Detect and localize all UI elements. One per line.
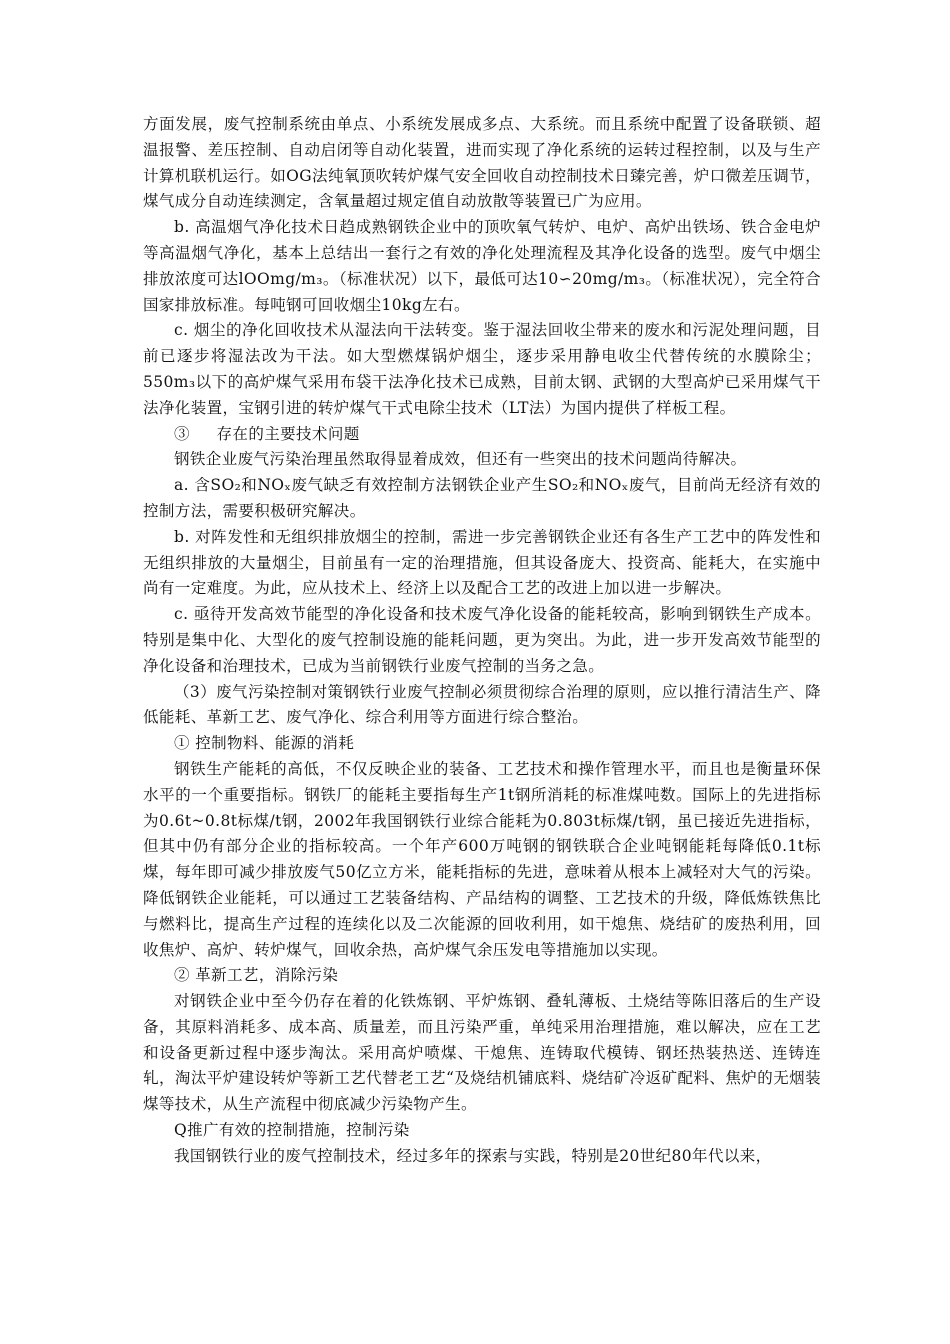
paragraph-item-b-fugitive: b. 对阵发性和无组织排放烟尘的控制，需进一步完善钢铁企业还有各生产工艺中的阵发性和无组织排放的大量烟尘，目前虽有一定的治理措施，但其设备庞大、投资高、能耗大，在实施中尚有一定难度。为此，应从技术上、经济上以及配合工艺的改进上加以进一步解决。 xyxy=(143,527,821,598)
paragraph-continuation: 方面发展，废气控制系统由单点、小系统发展成多点、大系统。而且系统中配置了设备联锁、超温报警、差压控制、自动启闭等自动化装置，进而实现了净化系统的运转过程控制，以及与生产计算机联机运行。如OG法纯氧顶吹转炉煤气安全回收自动控制技术日臻完善，炉口微差压调节，煤气成分自动连续测定，含氧量超过规定值自动放散等装置已广为应用。 xyxy=(143,115,821,211)
paragraph-control-strategy: （3）废气污染控制对策钢铁行业废气控制必须贯彻综合治理的原则，应以推行清洁生产、降低能耗、革新工艺、废气净化、综合利用等方面进行综合整治。 xyxy=(143,682,821,727)
paragraph-item-c-dust-recovery: c. 烟尘的净化回收技术从湿法向干法转变。鉴于湿法回收尘带来的废水和污泥处理问题，目前已逐步将湿法改为干法。如大型燃煤锅炉烟尘，逐步采用静电收尘代替传统的水膜除尘；550m₃以下的高炉煤气采用布袋干法净化技术已成熟，目前太钢、武钢的大型高炉已采用煤气干法净化装置，宝钢引进的转炉煤气干式电除尘技术（LT法）为国内提供了样板工程。 xyxy=(143,321,821,417)
document-body xyxy=(143,112,821,1170)
paragraph-energy-consumption: 钢铁生产能耗的高低，不仅反映企业的装备、工艺技术和操作管理水平，而且也是衡量环保水平的一个重要指标。钢铁厂的能耗主要指每生产1t钢所消耗的标准煤吨数。国际上的先进指标为0.6t~0.8t标煤/t钢，2002年我国钢铁行业综合能耗为0.803t标煤/t钢，虽已接近先进指标，但其中仍有部分企业的指标较高。一个年产600万吨钢的钢铁联合企业吨钢能耗每降低0.1t标煤，每年即可减少排放废气50亿立方米，能耗指标的先进，意味着从根本上减轻对大气的污染。降低钢铁企业能耗，可以通过工艺装备结构、产品结构的调整、工艺技术的升级，降低炼铁焦比与燃料比，提高生产过程的连续化以及二次能源的回收利用，如干熄焦、烧结矿的废热利用，回收焦炉、高炉、转炉煤气，回收余热，高炉煤气余压发电等措施加以实现。 xyxy=(143,759,821,959)
section-heading-energy: ① 控制物料、能源的消耗 xyxy=(174,734,355,753)
paragraph-item-b-high-temp: b. 高温烟气净化技术日趋成熟钢铁企业中的顶吹氧气转炉、电炉、高炉出铁场、铁合金电炉等高温烟气净化，基本上总结出一套行之有效的净化处理流程及其净化设备的选型。废气中烟尘排放浓度可达lOOmg/m₃。（标准状况）以下，最低可达10∽20mg/m₃。（标准状况），完全符合国家排放标准。每吨钢可回收烟尘10kg左右。 xyxy=(143,218,821,314)
section-heading-control-measures: Q推广有效的控制措施，控制污染 xyxy=(174,1121,410,1140)
section-heading-process-innovation: ② 革新工艺，消除污染 xyxy=(174,966,339,985)
section-heading-problems: ③ 存在的主要技术问题 xyxy=(174,424,360,443)
paragraph-process-innovation: 对钢铁企业中至今仍存在着的化铁炼钢、平炉炼钢、叠轧薄板、土烧结等陈旧落后的生产设备，其原料消耗多、成本高、质量差，而且污染严重，单纯采用治理措施，难以解决，应在工艺和设备更新过程中逐步淘汰。采用高炉喷煤、干熄焦、连铸取代模铸、钢坯热装热送、连铸连轧，淘汰平炉建设转炉等新工艺代替老工艺“及烧结机铺底料、烧结矿冷返矿配料、焦炉的无烟装煤等技术，从生产流程中彻底减少污染物产生。 xyxy=(143,992,821,1114)
paragraph-item-c-energy-saving: c. 亟待开发高效节能型的净化设备和技术废气净化设备的能耗较高，影响到钢铁生产成本。特别是集中化、大型化的废气控制设施的能耗问题，更为突出。为此，进一步开发高效节能型的净化设备和治理技术，已成为当前钢铁行业废气控制的当务之急。 xyxy=(143,605,821,675)
paragraph-item-a-so2-nox: a. 含SO₂和NOₓ废气缺乏有效控制方法钢铁企业产生SO₂和NOₓ废气，目前尚无经济有效的控制方法，需要积极研究解决。 xyxy=(143,476,821,520)
paragraph-control-measures: 我国钢铁行业的废气控制技术，经过多年的探索与实践，特别是20世纪80年代以来， xyxy=(174,1146,772,1165)
paragraph-problems-intro: 钢铁企业废气污染治理虽然取得显着成效，但还有一些突出的技术问题尚待解决。 xyxy=(174,450,747,469)
